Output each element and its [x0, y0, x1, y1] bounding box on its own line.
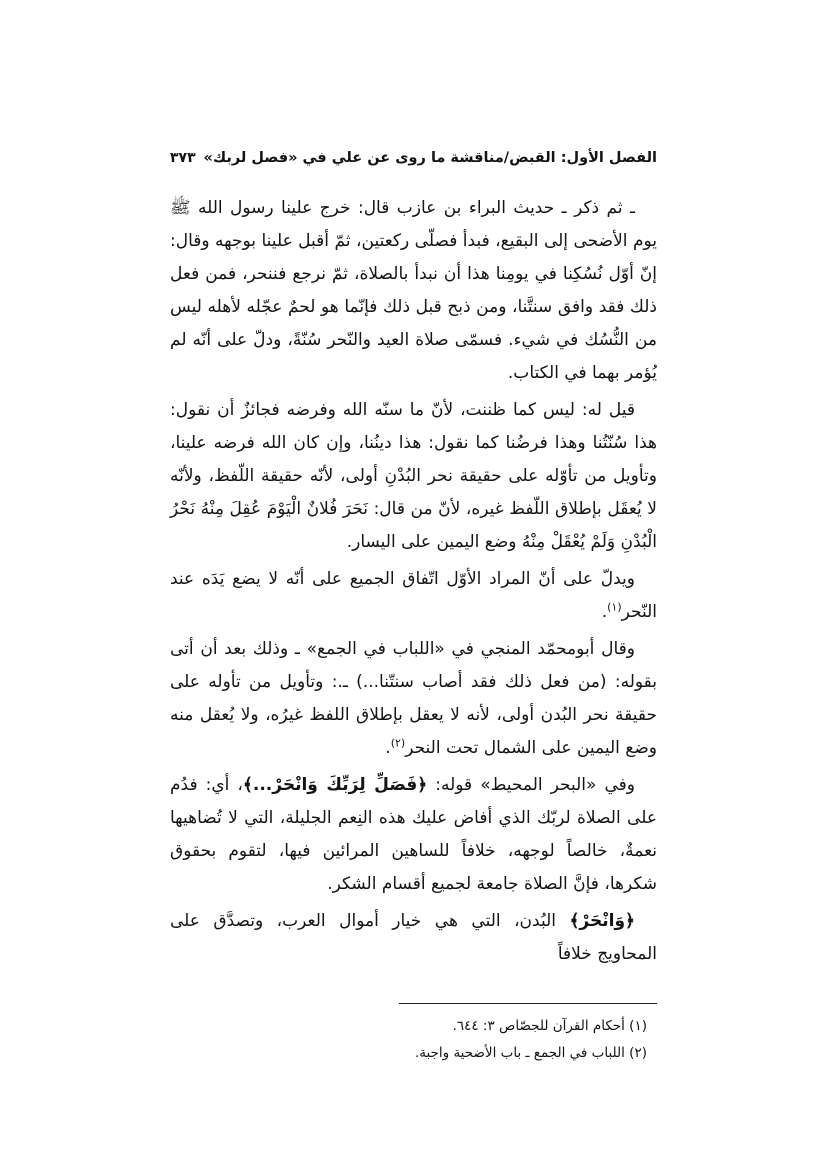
page-number: ٣٧٣ [170, 150, 196, 166]
footnote: (١) أحكام القرآن للجصّاص ٣: ٦٤٤. [452, 1018, 647, 1034]
footnotes-section [170, 1003, 657, 1067]
chapter-title: الفصل الأول: القبض/مناقشة ما روى عن علي في «فصل لربك» [203, 150, 657, 166]
page-body [170, 192, 657, 971]
paragraph: ﴿وَانْحَرْ﴾ البُدن، التي هي خيار أموال العرب، وتصدَّق على المحاويج خلافاً [170, 911, 657, 964]
footnote: (٢) اللباب في الجمع ـ باب الأضحية واجبة. [414, 1045, 647, 1061]
paragraph: وقال أبومحمّد المنجي في «اللباب في الجمع» ـ وذلك بعد أن أتى بقوله: (من فعل ذلك فقد أصاب سنتّنا...) ـ.: وتأويل من تأوله على حقيقة نحر البُدن أولى، لأنه لا يعقل بإطلاق اللفظ غيرُه، ولا يُعقل منه وضع اليمين على الشمال تحت النحر$^{(٢)}$. [170, 639, 657, 758]
paragraph: ـ ثم ذكر ـ حديث البراء بن عازب قال: خرج علينا رسول الله ﷺ يوم الأضحى إلى البقيع، فبدأ فصلّى ركعتين، ثمّ أقبل علينا بوجهه وقال: إنّ أوّل نُسُكِنا في يومِنا هذا أن نبدأ بالصلاة، ثمّ نرجع فننحر، فمن فعل ذلك فقد وافق سنتَّنا، ومن ذبح قبل ذلك فإنّما هو لحمٌ عجّله لأهله ليس من النُّسُك في شيء. فسمّى صلاة العيد والنّحر سُنّةً، ودلّ على أنّه لم يُؤمر بهما في الكتاب. [170, 198, 657, 383]
paragraph: وفي «البحر المحيط» قوله: ﴿فَصَلِّ لِرَبِّكَ وَانْحَرْ...﴾، أي: فدُم على الصلاة لربّك الذي أفاض عليك هذه النِعم الجليلة، التي لا تُضاهيها نعمةٌ، خالصاً لوجهه، خلافاً للساهين المرائين فيها، لتقوم بحقوق شكرها، فإنَّ الصلاة جامعة لجميع أقسام الشكر. [170, 775, 657, 894]
footnote-separator [399, 1003, 657, 1004]
page-header [170, 150, 657, 166]
paragraph: قيل له: ليس كما ظننت، لأنّ ما سنّه الله وفرضه فجائزٌ أن نقول: هذا سُنّتُنا وهذا فرضُنا كما نقول: هذا دينُنا، وإن كان الله فرضه علينا، وتأويل من تأوّله على حقيقة نحر البُدْنِ أولى، لأنّه حقيقة اللّفظ، ولأنّه لا يُعقَل بإطلاق اللّفظ غيره، لأنّ من قال: نَحَرَ فُلانٌ الْيَوْمَ عُقِلَ مِنْهُ نَحْرُ الْبُدْنِ وَلَمْ يُعْقَلْ مِنْهُ وضع اليمين على اليسار. [170, 400, 657, 552]
paragraph: ويدلّ على أنّ المراد الأوّل اتّفاق الجميع على أنّه لا يضع يَدَه عند النّحر$^{(١)}$. [170, 569, 657, 622]
